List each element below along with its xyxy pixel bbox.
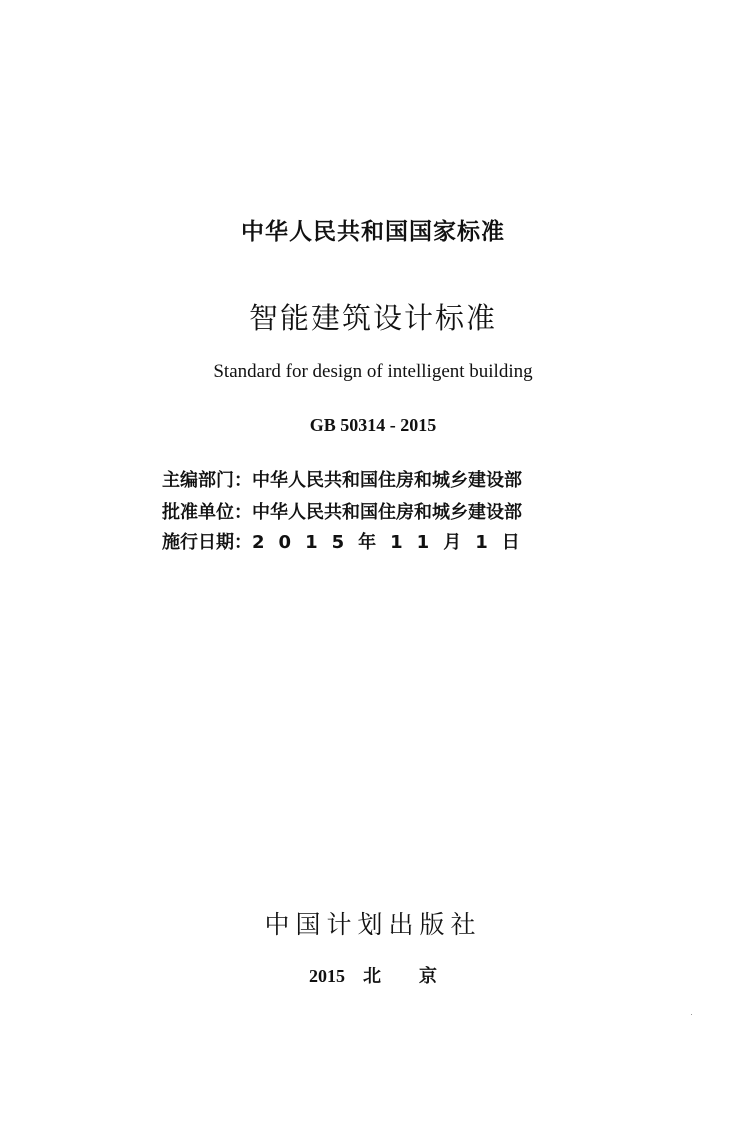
date-part: 1 xyxy=(416,532,430,553)
editor-value: 中华人民共和国住房和城乡建设部 xyxy=(252,470,522,491)
date-part: 2 xyxy=(252,532,265,553)
approver-row xyxy=(162,499,582,527)
effective-date-label: 施行日期： xyxy=(162,532,252,553)
date-part: 月 xyxy=(443,532,462,553)
standard-series-heading: 中华人民共和国国家标准 xyxy=(241,219,505,245)
date-part: 1 xyxy=(305,532,318,553)
document-title: 智能建筑设计标准 xyxy=(248,301,497,335)
date-part: 1 xyxy=(390,532,403,553)
date-part: 日 xyxy=(501,532,520,553)
date-part: 年 xyxy=(358,532,377,553)
effective-date-row xyxy=(162,529,582,557)
publication-city xyxy=(363,966,437,987)
date-part: 0 xyxy=(278,532,292,553)
city-char: 北 xyxy=(363,966,381,987)
editor-row xyxy=(162,467,582,495)
publication-place xyxy=(0,962,746,988)
standard-code: GB 50314 - 2015 xyxy=(309,415,437,435)
date-part: 5 xyxy=(331,532,345,553)
editor-label: 主编部门： xyxy=(162,470,252,491)
publisher-name: 中国计划出版社 xyxy=(264,910,482,939)
publication-year: 2015 xyxy=(309,966,345,986)
date-part: 1 xyxy=(475,532,488,553)
effective-date-value xyxy=(252,529,534,557)
approver-label: 批准单位： xyxy=(162,502,252,523)
city-char: 京 xyxy=(419,966,437,987)
approver-value: 中华人民共和国住房和城乡建设部 xyxy=(252,502,522,523)
english-title: Standard for design of intelligent building xyxy=(213,361,533,382)
scan-speck xyxy=(691,1014,692,1015)
